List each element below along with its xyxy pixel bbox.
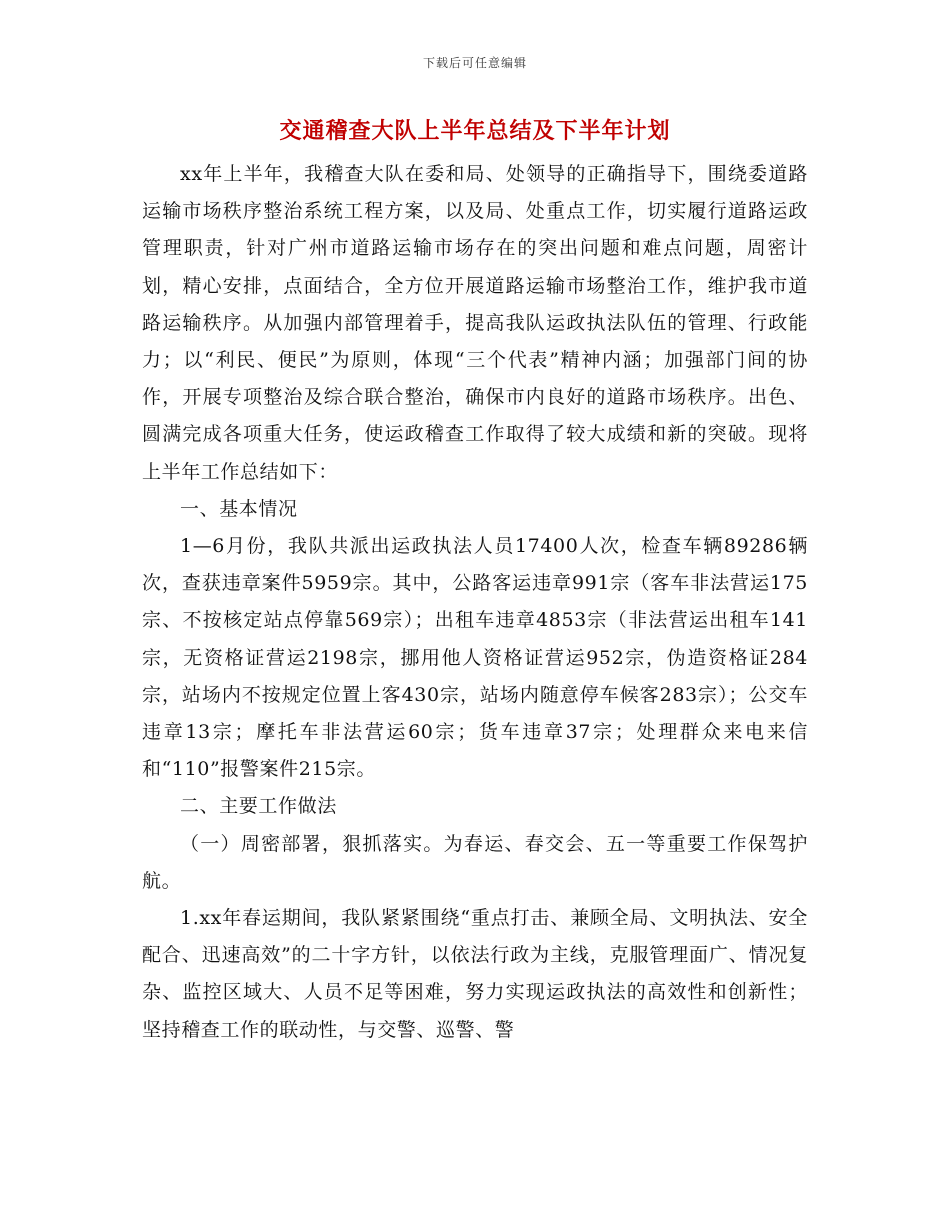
document-body (142, 156, 808, 1049)
subsection-heading-deployment: （一）周密部署，狠抓落实。为春运、春交会、五一等重要工作保驾护航。 (142, 832, 808, 892)
section-heading-main-work: 二、主要工作做法 (180, 795, 337, 818)
header-note: 下载后可任意编辑 (422, 56, 527, 70)
paragraph-spring-festival: 1.xx年春运期间，我队紧紧围绕“重点打击、兼顾全局、文明执法、安全配合、迅速高效”的二十字方针，以依法行政为主线，克服管理面广、情况复杂、监控区域大、人员不足等困难，努力实现运政执法的高效性和创新性；坚持稽查工作的联动性，与交警、巡警、警 (142, 907, 808, 1041)
section-heading-basic-situation: 一、基本情况 (180, 497, 298, 520)
document-title: 交通稽查大队上半年总结及下半年计划 (279, 118, 671, 144)
paragraph-statistics: 1—6月份，我队共派出运政执法人员17400人次，检查车辆89286辆次，查获违章案件5959宗。其中，公路客运违章991宗（客车非法营运175宗、不按核定站点停靠569宗）；出租车违章4853宗（非法营运出租车141宗，无资格证营运2198宗，挪用他人资格证营运952宗，伪造资格证284宗，站场内不按规定位置上客430宗，站场内随意停车候客283宗）；公交车违章13宗；摩托车非法营运60宗；货车违章37宗；处理群众来电来信和“110”报警案件215宗。 (142, 535, 808, 781)
paragraph-intro: xx年上半年，我稽查大队在委和局、处领导的正确指导下，围绕委道路运输市场秩序整治系统工程方案，以及局、处重点工作，切实履行道路运政管理职责，针对广州市道路运输市场存在的突出问题和难点问题，周密计划，精心安排，点面结合，全方位开展道路运输市场整治工作，维护我市道路运输秩序。从加强内部管理着手，提高我队运政执法队伍的管理、行政能力；以“利民、便民”为原则，体现“三个代表”精神内涵；加强部门间的协作，开展专项整治及综合联合整治，确保市内良好的道路市场秩序。出色、圆满完成各项重大任务，使运政稽查工作取得了较大成绩和新的突破。现将上半年工作总结如下： (142, 163, 808, 483)
